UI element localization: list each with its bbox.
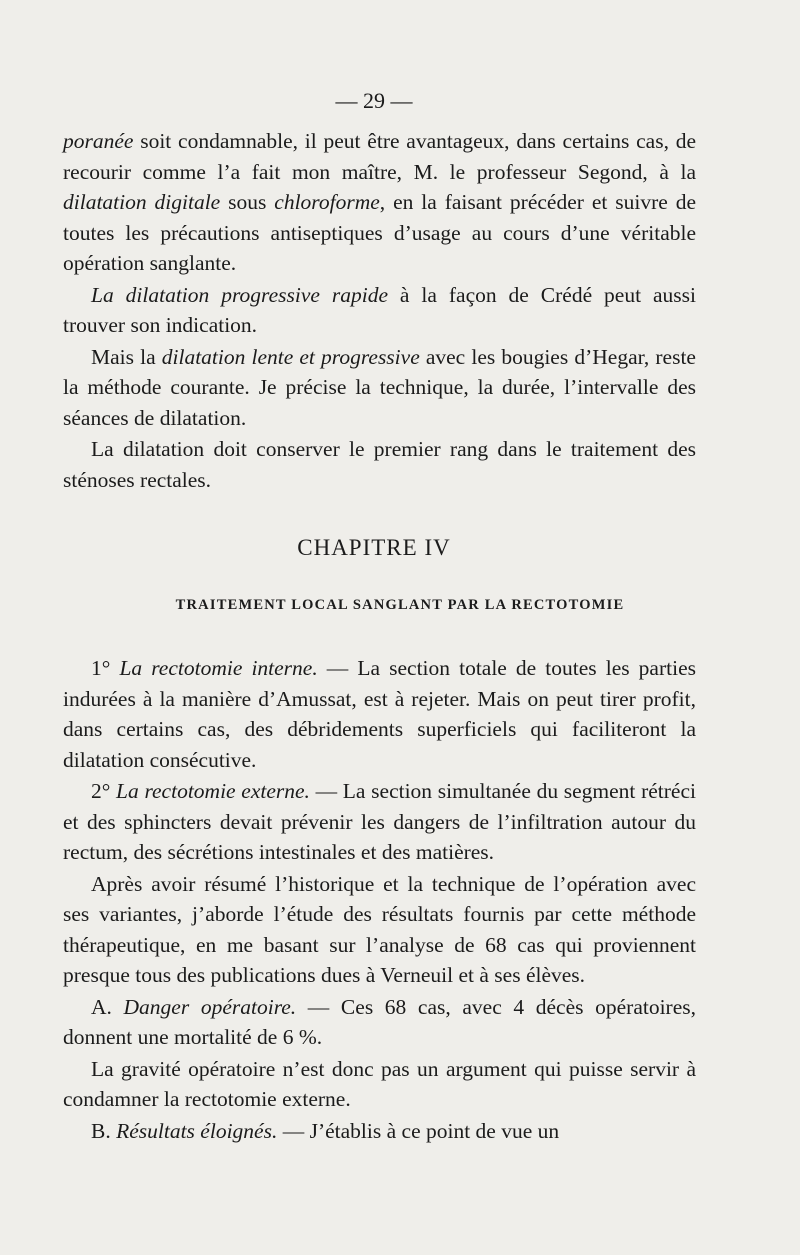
item-number: 2° [91, 779, 117, 803]
item-label: B. [91, 1118, 117, 1143]
item-label: A. [91, 994, 124, 1019]
italic-phrase: chloroforme [274, 190, 380, 214]
section-text [63, 653, 696, 1146]
paragraph [63, 653, 696, 775]
italic-phrase: Résultats éloignés. [116, 1118, 278, 1143]
italic-phrase: La rectotomie externe. [116, 779, 310, 803]
text-span: — Ces 68 cas, avec 4 décès opératoires, donnent une mortalité de 6 %. [63, 994, 696, 1049]
text-span: avec les bougies d’Hegar, reste la méthode courante. Je précise la technique, la durée, l’intervalle des séances de dilatation. [63, 344, 696, 430]
chapter-subtitle: TRAITEMENT LOCAL SANGLANT PAR LA RECTOTOMIE [175, 597, 625, 613]
paragraph [63, 992, 696, 1053]
paragraph [63, 280, 696, 341]
text-span: Mais la [91, 344, 162, 369]
paragraph: Après avoir résumé l’historique et la technique de l’opération avec ses variantes, j’aborde l’étude des résultats fournis par cette méthode thérapeutique, en me basant sur l’analyse de 68 cas qui proviennent presque tous des publications dues à Verneuil et à ses élèves. [63, 871, 696, 987]
item-number: 1° [91, 656, 120, 680]
intro-text [63, 126, 696, 495]
italic-phrase: poranée [63, 129, 134, 153]
text-span: à la façon de Crédé peut aussi trouver son indication. [63, 282, 696, 337]
text-span: — J’établis à ce point de vue un [277, 1118, 560, 1143]
paragraph [63, 776, 696, 868]
paragraph: La gravité opératoire n’est donc pas un argument qui puisse servir à condamner la rectotomie externe. [63, 1056, 696, 1111]
paragraph [63, 126, 696, 279]
page-number: — 29 — [335, 88, 413, 113]
italic-phrase: La dilatation progressive rapide [91, 282, 388, 307]
text-span: sous [220, 190, 275, 214]
italic-phrase: dilatation lente et progressive [161, 344, 420, 369]
text-span: , en la faisant précéder et suivre de toutes les précautions antiseptiques d’usage au cours d’une véritable opération sanglante. [63, 190, 696, 275]
text-span: soit condamnable, il peut être avantageux, dans certains cas, de recourir comme l’a fait mon maître, M. le professeur Segond, à la [63, 129, 696, 184]
italic-phrase: La rectotomie interne. [119, 656, 318, 680]
italic-phrase: Danger opératoire. [123, 994, 297, 1019]
italic-phrase: dilatation digitale [63, 190, 221, 214]
text-span: — La section totale de toutes les parties indurées à la manière d’Amussat, est à rejeter. Mais on peut tirer profit, dans certains cas, des débridements superficiels qui faciliteront la dilatation consécutive. [63, 656, 696, 772]
paragraph [63, 342, 696, 434]
paragraph [63, 1116, 696, 1147]
chapter-title: CHAPITRE IV [297, 535, 451, 560]
paragraph: La dilatation doit conserver le premier rang dans le traitement des sténoses rectales. [63, 437, 696, 492]
text-span: — La section simultanée du segment rétréci et des sphincters devait prévenir les dangers de l’infiltration autour du rectum, des sécrétions intestinales et des matières. [63, 779, 696, 864]
